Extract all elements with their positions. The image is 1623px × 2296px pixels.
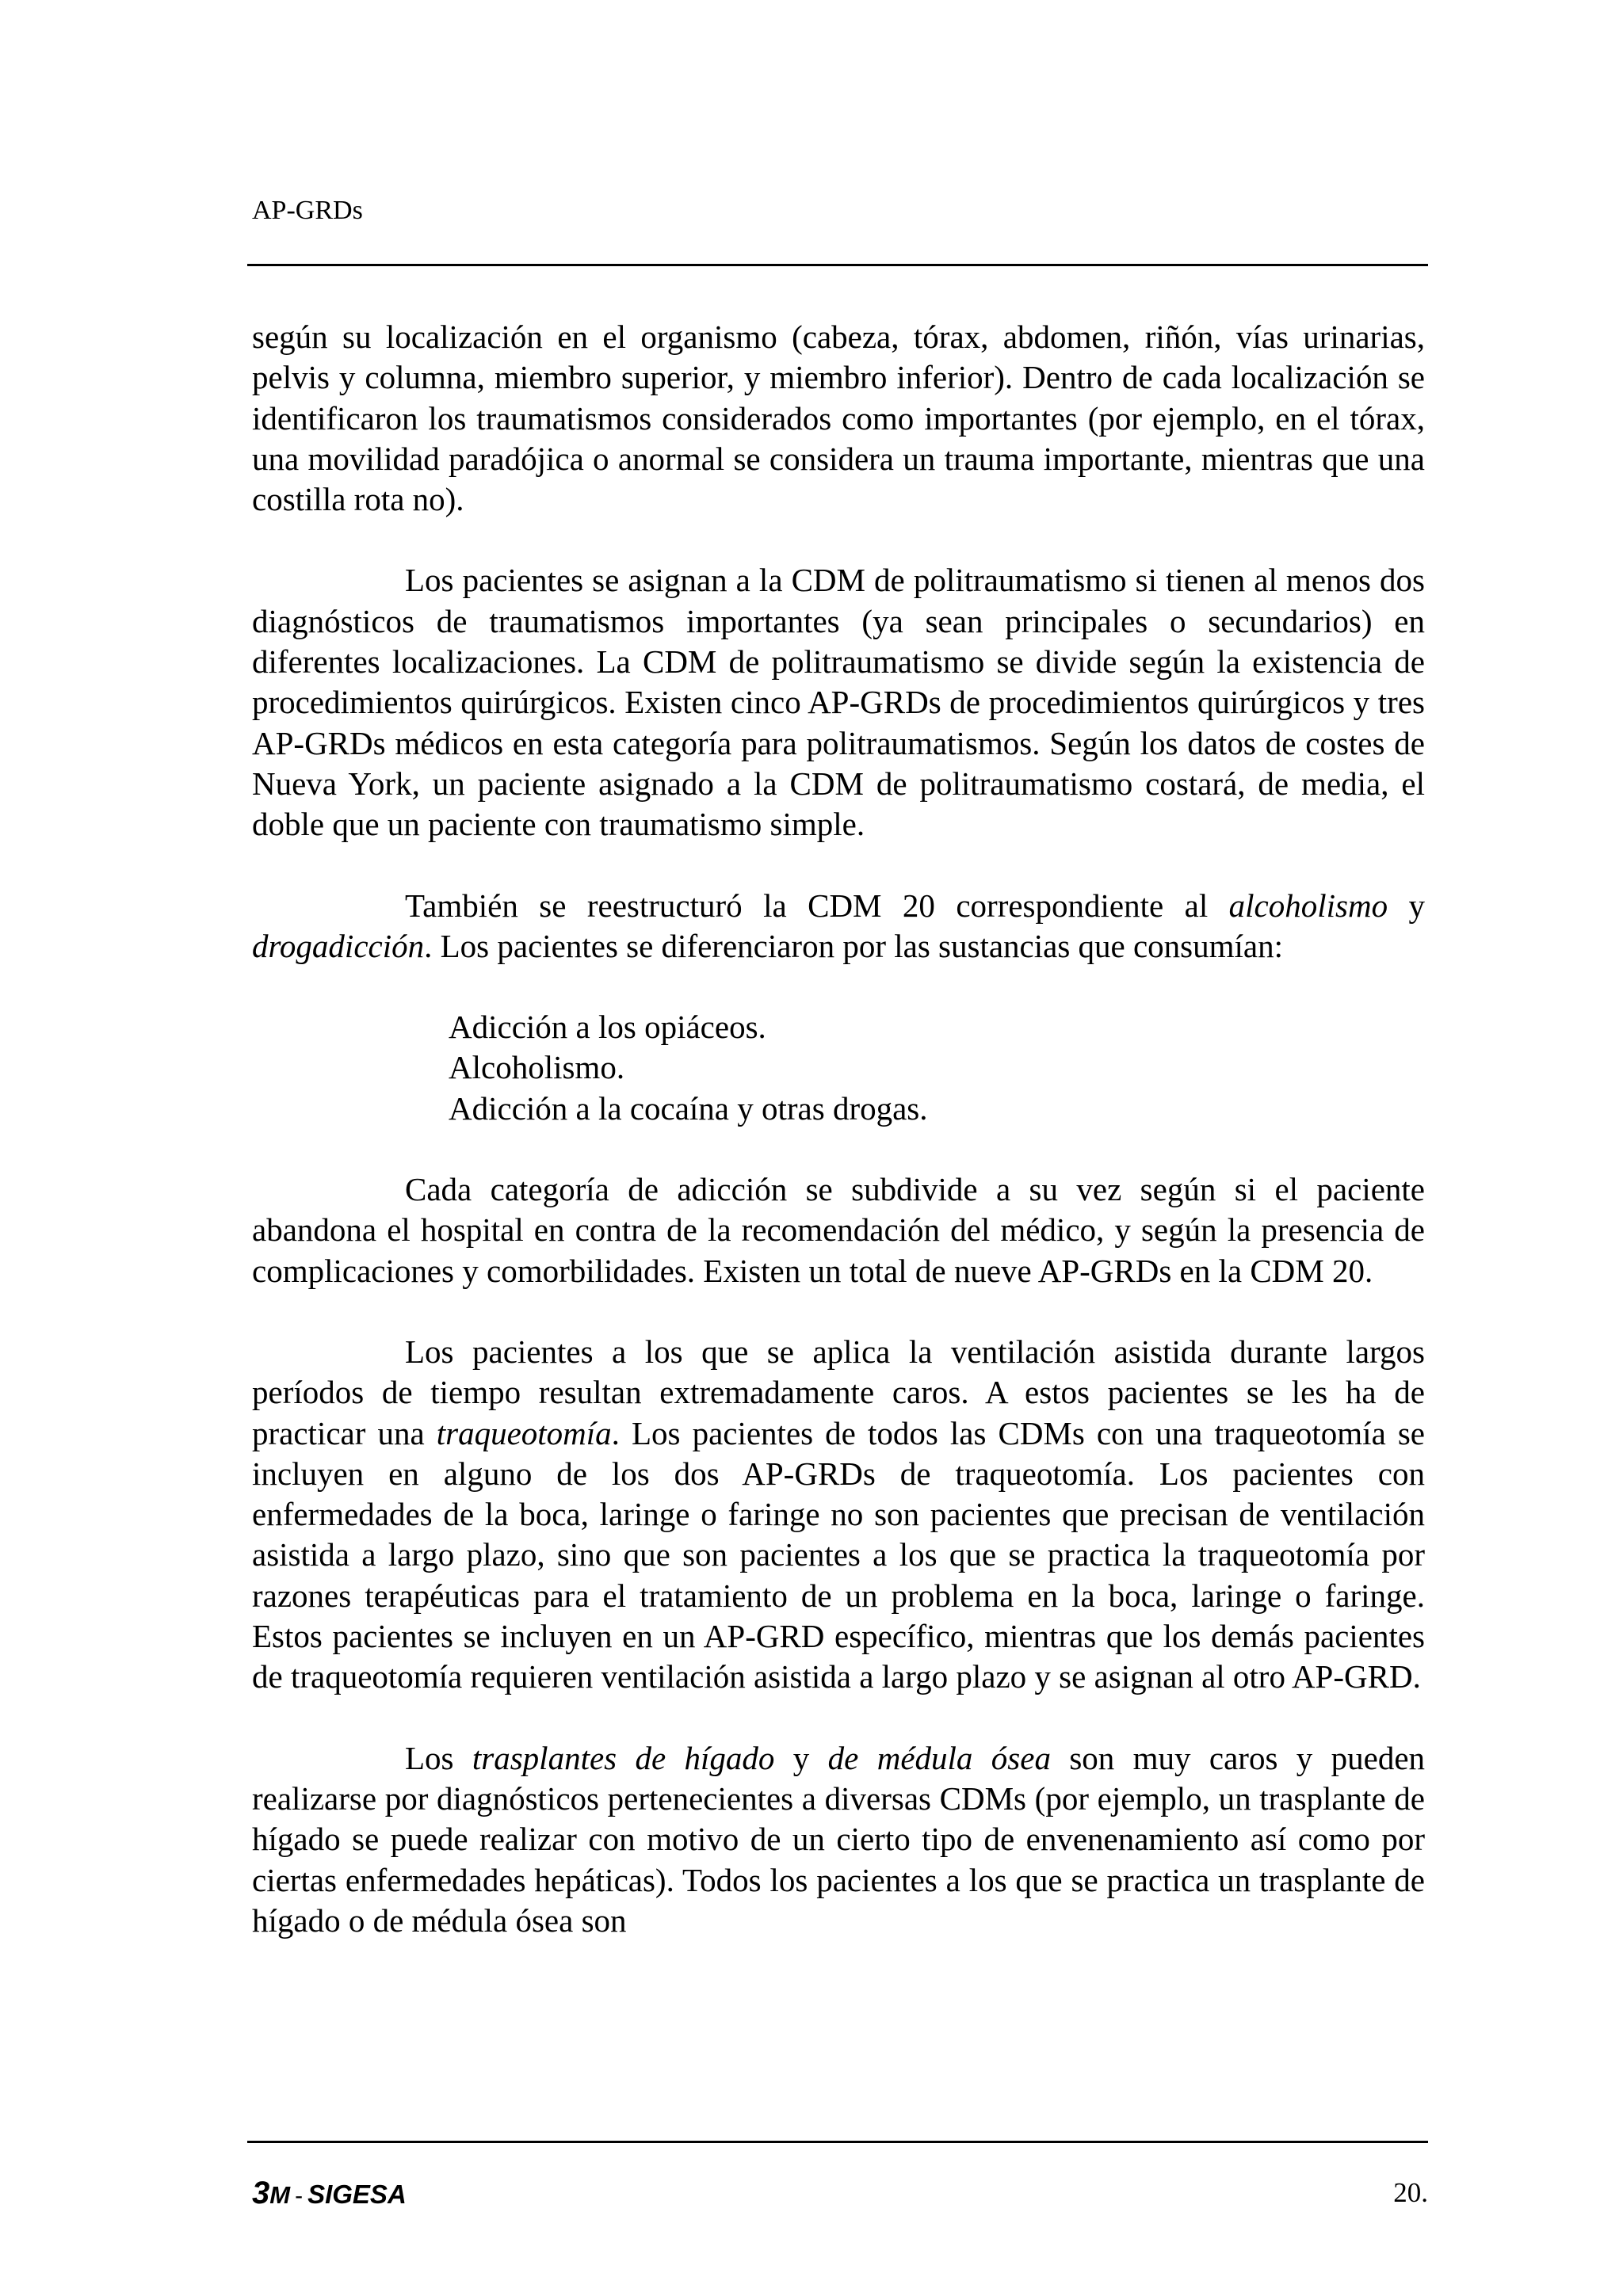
text-run: Los pacientes a los que se aplica la ventilación asistida durante largos períodos de tiempo resultan extremadamente caros. A estos pacientes se les ha de practicar una xyxy=(252,1333,1425,1451)
paragraph-cdm20 xyxy=(252,886,1425,967)
list-item: Alcoholismo. xyxy=(449,1049,625,1086)
list-item: Adicción a la cocaína y otras drogas. xyxy=(449,1089,928,1127)
emphasis-trasplantes-higado: trasplantes de hígado xyxy=(472,1739,775,1776)
page-number: 20. xyxy=(1393,2177,1428,2208)
footer-logo xyxy=(252,2177,407,2212)
text-run: Los xyxy=(405,1739,472,1776)
logo-brand-digit: 3 xyxy=(252,2176,270,2210)
paragraph-adiccion: Cada categoría de adicción se subdivide a su vez según si el paciente abandona el hospital en contra de la recomendación del médico, y según la presencia de complicaciones y comorbilidades. Existen un total de nueve AP-GRDs en la CDM 20. xyxy=(252,1171,1425,1289)
emphasis-traqueotomia: traqueotomía xyxy=(436,1414,612,1451)
text-run: y xyxy=(1388,887,1426,924)
emphasis-alcoholismo: alcoholismo xyxy=(1228,887,1388,924)
paragraph-traqueotomia xyxy=(252,1332,1425,1698)
text-run: . Los pacientes se diferenciaron por las sustancias que consumían: xyxy=(424,927,1284,964)
logo-name: SIGESA xyxy=(307,2180,407,2209)
emphasis-drogadiccion: drogadicción xyxy=(252,927,425,964)
paragraph-politraumatismo: Los pacientes se asignan a la CDM de politraumatismo si tienen al menos dos diagnósticos de traumatismos importantes (ya sean principales o secundarios) en diferentes localizaciones. La CDM de politraumatismo se divide según la existencia de procedimientos quirúrgicos. Existen cinco AP-GRDs de procedimientos quirúrgicos y tres AP-GRDs médicos en esta categoría para politraumatismos. Según los datos de costes de Nueva York, un paciente asignado a la CDM de politraumatismo costará, de media, el doble que un paciente con traumatismo simple. xyxy=(252,562,1425,843)
paragraph-trasplantes xyxy=(252,1738,1425,1941)
list-item: Adicción a los opiáceos. xyxy=(449,1009,766,1046)
text-run: También se reestructuró la CDM 20 correspondiente al xyxy=(405,887,1229,924)
logo-brand-letter: M xyxy=(269,2181,291,2209)
logo-separator: - xyxy=(295,2183,304,2209)
paragraph-localization: según su localización en el organismo (cabeza, tórax, abdomen, riñón, vías urinarias, pelvis y columna, miembro superior, y miembro inferior). Dentro de cada localización se identificaron los traumatismos considerados como importantes (por ejemplo, en el tórax, una movilidad paradójica o anormal se considera un trauma importante, mientras que una costilla rota no). xyxy=(252,318,1425,518)
substance-list xyxy=(449,1007,1425,1129)
text-run: . Los pacientes de todos las CDMs con una traqueotomía se incluyen en alguno de los dos AP-GRDs de traqueotomía. Los pacientes con enfermedades de la boca, laringe o faringe no son pacientes que precisan de ventilación asistida a largo plazo, sino que son pacientes a los que se practica la traqueotomía por razones terapéuticas para el tratamiento de un problema en la boca, laringe o faringe. Estos pacientes se incluyen en un AP-GRD específico, mientras que los demás pacientes de traqueotomía requieren ventilación asistida a largo plazo y se asignan al otro AP-GRD. xyxy=(252,1414,1425,1695)
page-content xyxy=(252,317,1425,1941)
footer-rule xyxy=(247,2141,1428,2143)
emphasis-medula-osea: de médula ósea xyxy=(827,1739,1051,1776)
text-run: y xyxy=(774,1739,828,1776)
header-rule xyxy=(247,264,1428,266)
page-header: AP-GRDs xyxy=(252,196,363,225)
text-run: son muy caros y pueden realizarse por diagnósticos pertenecientes a diversas CDMs (por ejemplo, un trasplante de hígado se puede realizar con motivo de un cierto tipo de envenenamiento así como por ciertas enfermedades hepáticas). Todos los pacientes a los que se practica un trasplante de hígado o de médula ósea son xyxy=(252,1739,1426,1939)
